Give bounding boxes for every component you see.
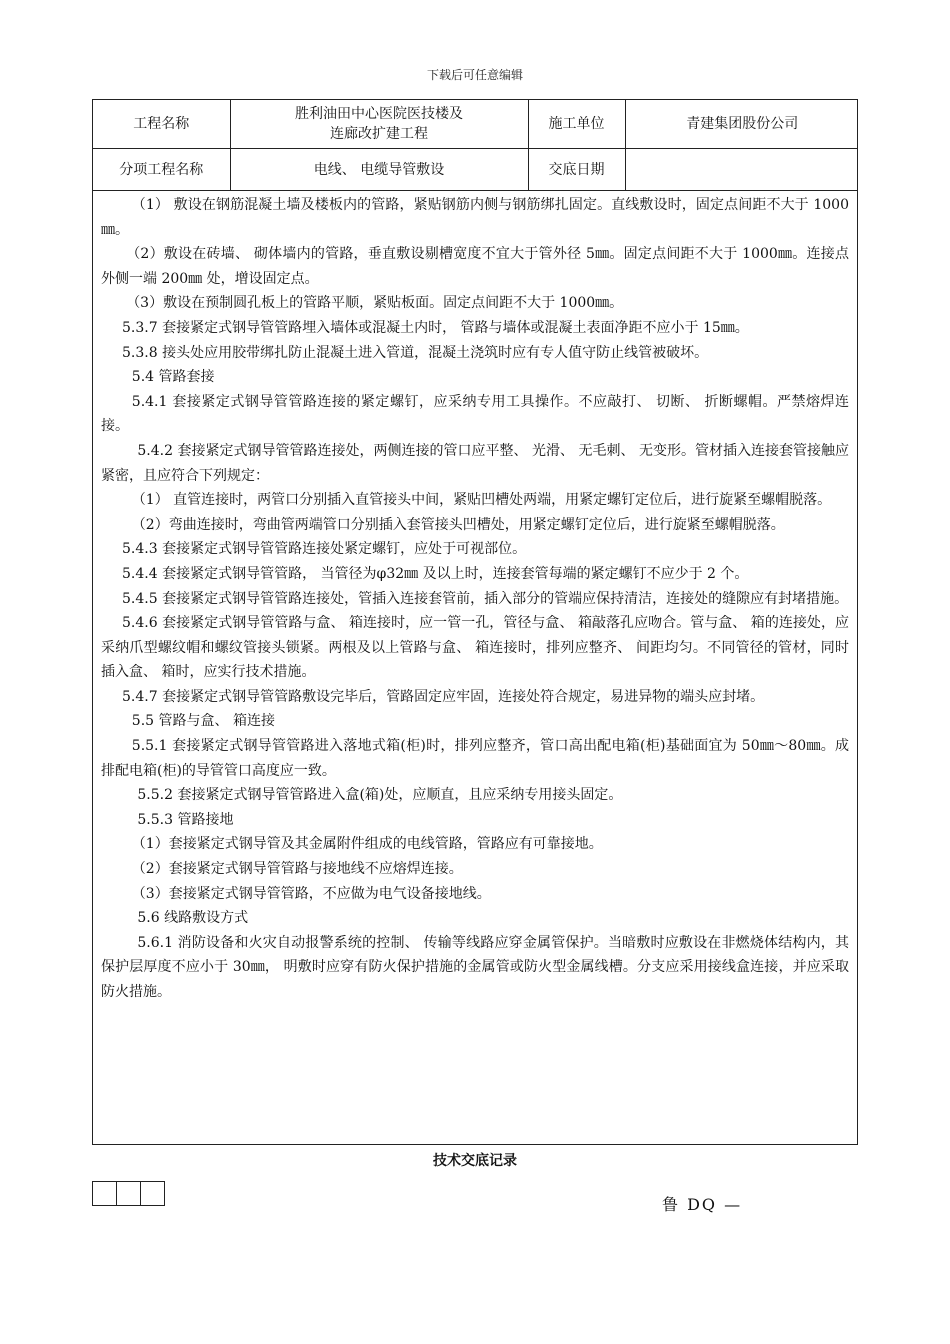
disclosure-content: [93, 191, 857, 1005]
project-name-value: [230, 100, 528, 149]
content-paragraph: 5.4.7 套接紧定式钢导管管路敷设完毕后，管路固定应牢固，连接处符合规定，易进异物的端头应封堵。: [122, 688, 765, 705]
content-paragraph: 5.4 管路套接: [131, 369, 215, 386]
content-paragraph: 5.4.1 套接紧定式钢导管管路连接的紧定螺钉，应采纳专用工具操作。不应敲打、 切断、 折断螺帽。严禁熔焊连接。: [101, 393, 849, 435]
date-label: 交底日期: [528, 149, 625, 191]
contractor-label: 施工单位: [528, 100, 625, 149]
content-paragraph: （2）套接紧定式钢导管管路与接地线不应熔焊连接。: [131, 861, 463, 878]
content-paragraph: 5.5 管路与盒、 箱连接: [131, 713, 275, 730]
contractor-value: 青建集团股份公司: [625, 100, 858, 149]
project-name-label: 工程名称: [93, 100, 230, 149]
top-note: 下载后可任意编辑: [426, 68, 523, 82]
record-title: 技术交底记录: [433, 1153, 517, 1169]
content-paragraph: 5.4.3 套接紧定式钢导管管路连接处紧定螺钉，应处于可视部位。: [122, 541, 527, 558]
content-paragraph: 5.4.6 套接紧定式钢导管管路与盒、 箱连接时，应一管一孔，管径与盒、 箱敲落孔应吻合。管与盒、 箱的连接处，应采纳爪型螺纹帽和螺纹管接头锁紧。两根及以上管路与盒、 箱连接时，排列应整齐、 间距均匀。不同管径的管材，同时插入盒、 箱时，应实行技术措施。: [101, 615, 849, 681]
content-paragraph: 5.5.2 套接紧定式钢导管管路进入盒(箱)处，应顺直，且应采纳专用接头固定。: [137, 787, 623, 804]
content-paragraph: 5.6.1 消防设备和火灾自动报警系统的控制、 传输等线路应穿金属管保护。当暗敷时应敷设在非燃烧体结构内，其保护层厚度不应小于 30㎜， 明敷时应穿有防火保护措施的金属管或防火型金属线槽。分支应采用接线盒连接，并应采取防火措施。: [101, 934, 849, 1000]
number-box: [116, 1181, 141, 1206]
sub-project-value: 电线、 电缆导管敷设: [230, 149, 528, 191]
content-paragraph: （1） 敷设在钢筋混凝土墙及楼板内的管路，紧贴钢筋内侧与钢筋绑扎固定。直线敷设时，固定点间距不大于 1000㎜。: [101, 197, 849, 238]
date-value: [625, 149, 858, 191]
content-paragraph: 5.6 线路敷设方式: [137, 910, 249, 927]
number-box: [140, 1181, 165, 1206]
content-paragraph: 5.5.1 套接紧定式钢导管管路进入落地式箱(柜)时，排列应整齐，管口高出配电箱(柜)基础面宜为 50㎜～80㎜。成排配电箱(柜)的导管管口高度应一致。: [101, 738, 849, 779]
content-paragraph: 5.5.3 管路接地: [137, 811, 234, 828]
number-boxes: [92, 1181, 163, 1206]
project-name-line2: 连廊改扩建工程: [330, 126, 428, 142]
content-paragraph: （1）套接紧定式钢导管及其金属附件组成的电线管路，管路应有可靠接地。: [131, 836, 603, 853]
content-paragraph: （1） 直管连接时，两管口分别插入直管接头中间，紧贴凹槽处两端，用紧定螺钉定位后，进行旋紧至螺帽脱落。: [131, 492, 832, 509]
number-box: [92, 1181, 117, 1206]
content-paragraph: （3）敷设在预制圆孔板上的管路平顺，紧贴板面。固定点间距不大于 1000㎜。: [126, 295, 624, 312]
content-paragraph: 5.3.7 套接紧定式钢导管管路埋入墙体或混凝土内时， 管路与墙体或混凝土表面净距不应小于 15㎜。: [122, 319, 749, 336]
header-table: [93, 100, 858, 191]
project-name-line1: 胜利油田中心医院医技楼及: [295, 106, 463, 122]
content-paragraph: 5.4.5 套接紧定式钢导管管路连接处，管插入连接套管前，插入部分的管端应保持清洁，连接处的缝隙应有封堵措施。: [122, 590, 849, 607]
content-paragraph: （2）敷设在砖墙、 砌体墙内的管路，垂直敷设剔槽宽度不宜大于管外径 5㎜。固定点间距不大于 1000㎜。连接点外侧一端 200㎜ 处，增设固定点。: [101, 246, 849, 287]
content-paragraph: 5.4.2 套接紧定式钢导管管路连接处，两侧连接的管口应平整、 光滑、 无毛刺、 无变形。管材插入连接套管接触应紧密，且应符合下列规定：: [101, 442, 849, 484]
disclosure-form: [92, 99, 858, 1145]
sub-project-label: 分项工程名称: [93, 149, 230, 191]
content-paragraph: （2）弯曲连接时，弯曲管两端管口分别插入套管接头凹槽处，用紧定螺钉定位后，进行旋紧至螺帽脱落。: [131, 516, 785, 533]
content-paragraph: （3）套接紧定式钢导管管路，不应做为电气设备接地线。: [131, 885, 491, 902]
content-paragraph: 5.3.8 接头处应用胶带绑扎防止混凝土进入管道，混凝土浇筑时应有专人值守防止线管被破坏。: [122, 344, 709, 361]
content-paragraph: 5.4.4 套接紧定式钢导管管路， 当管径为φ32㎜ 及以上时，连接套管每端的紧定螺钉不应少于 2 个。: [122, 565, 749, 582]
document-code: 鲁 DQ —: [662, 1195, 743, 1214]
